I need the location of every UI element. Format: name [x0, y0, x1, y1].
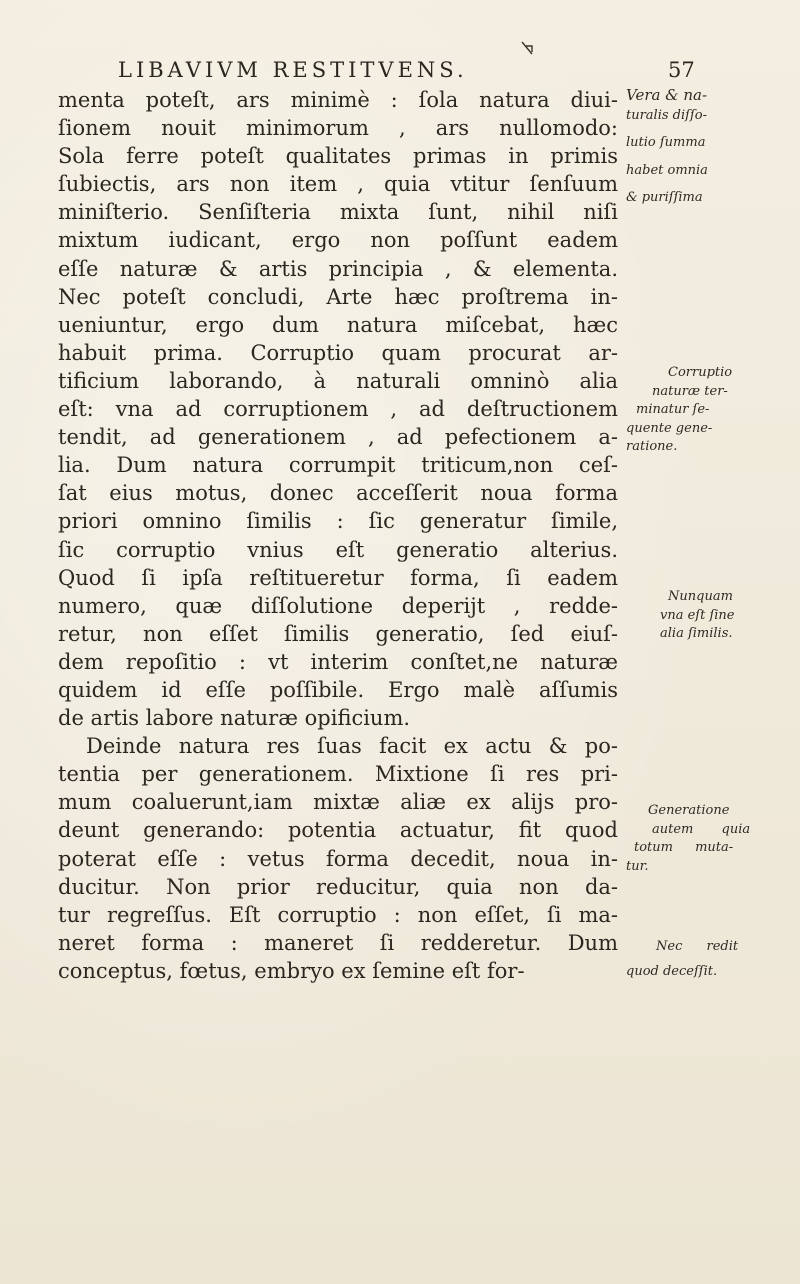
marginal-note — [626, 804, 786, 874]
text-line: ſionem nouit minimorum , ars nullomodo: — [58, 116, 618, 141]
text-line: de artis labore naturæ opificium. — [58, 706, 411, 731]
text-line: miniſterio. Senſiſteria mixta ſunt, nihil niſi — [58, 200, 618, 225]
text-line: quidem id eſſe poſſibile. Ergo malè aſſumis — [58, 677, 618, 702]
marginal-note-line: vna eſt ſine — [660, 607, 735, 623]
marginal-note-line: minatur ſe- — [636, 402, 710, 417]
marginal-note-line: Nec redit — [656, 939, 739, 954]
text-line: ducitur. Non prior reducitur, quia non da- — [58, 874, 618, 899]
marginal-note-line: tur. — [626, 858, 649, 874]
main-text-block — [58, 86, 618, 985]
text-line: retur, non eſſet ſimilis generatio, ſed eiuſ- — [58, 621, 618, 646]
text-line: neret forma : maneret ſi redderetur. Dum — [58, 930, 618, 955]
marginal-note — [626, 88, 786, 206]
text-line: Sola ferre poteſt qualitates primas in primis — [58, 144, 618, 169]
marginal-note-line: quente gene- — [626, 420, 713, 436]
marginal-note-line: Corruptio — [668, 365, 733, 380]
text-line: priori omnino ſimilis : ſic generatur ſimile, — [58, 509, 618, 534]
marginal-note-line: ratione. — [626, 439, 678, 454]
marginal-note-line: lutio ſumma — [626, 135, 706, 150]
text-line: ſubiectis, ars non item , quia vtitur ſenſuum — [58, 172, 618, 197]
running-head-title: LIBAVIVM RESTITVENS. — [118, 58, 468, 82]
text-line: menta poteſt, ars minimè : ſola natura diui- — [58, 88, 618, 112]
marginal-note-line: Vera & na- — [626, 86, 708, 104]
text-line: lia. Dum natura corrumpit triticum,non ceſ- — [58, 453, 618, 478]
text-line: dem repoſitio : vt interim conſtet,ne naturæ — [58, 649, 618, 674]
text-line: conceptus, fœtus, embryo ex ſemine eſt for- — [58, 958, 525, 983]
running-head — [118, 58, 698, 82]
text-line: ueniuntur, ergo dum natura miſcebat, hæc — [58, 312, 618, 337]
text-line: eſſe naturæ & artis principia , & elementa. — [58, 256, 618, 281]
marginal-note-line: alia ſimilis. — [660, 626, 733, 641]
text-line: tentia per generationem. Mixtione ſi res pri- — [58, 762, 618, 787]
text-line: tendit, ad generationem , ad pefectionem a- — [58, 425, 618, 450]
text-line: ſat eius motus, donec acceſſerit noua forma — [58, 481, 618, 506]
marginal-note-line: habet omnia — [626, 162, 708, 178]
marginal-note-line: quod deceſſit. — [626, 963, 718, 979]
marginal-note-line: Nunquam — [668, 589, 733, 604]
text-line: tificium laborando, à naturali omninò alia — [58, 368, 618, 393]
marginal-note — [626, 590, 786, 642]
text-line: numero, quæ diſſolutione deperijt , redde- — [58, 593, 618, 618]
text-line: mixtum iudicant, ergo non poſſunt eadem — [58, 228, 618, 253]
text-line: eſt: vna ad corruptionem , ad deſtructionem — [58, 397, 618, 422]
text-line: habuit prima. Corruptio quam procurat ar- — [58, 340, 618, 365]
marginal-note-line: turalis diſſo- — [626, 107, 708, 123]
page-number: 57 — [668, 58, 695, 82]
marginal-note-line: totum muta- — [634, 840, 734, 855]
marginal-note-line: naturæ ter- — [652, 383, 728, 399]
marginal-note-line: Generatione — [648, 803, 730, 818]
text-line: Nec poteſt concludi, Arte hæc proſtrema in- — [58, 284, 618, 309]
text-line: tur regreſſus. Eſt corruptio : non eſſet, ſi ma- — [58, 902, 618, 927]
text-line: deunt generando: potentia actuatur, fit quod — [58, 818, 618, 843]
text-line: Deinde natura res ſuas facit ex actu & po- — [86, 734, 618, 759]
marginal-note-line: autem quia — [652, 821, 751, 837]
marginal-note — [626, 940, 786, 979]
text-line: mum coaluerunt,iam mixtæ aliæ ex alijs pro- — [58, 790, 618, 815]
text-line: poterat eſſe : vetus forma decedit, noua in- — [58, 846, 618, 871]
marginal-note-line: & puriſſima — [626, 190, 703, 205]
marginal-note — [626, 366, 786, 455]
text-line: Quod ſi ipſa reſtitueretur forma, ſi eadem — [58, 565, 618, 590]
text-line: ſic corruptio vnius eſt generatio alterius. — [58, 537, 618, 562]
